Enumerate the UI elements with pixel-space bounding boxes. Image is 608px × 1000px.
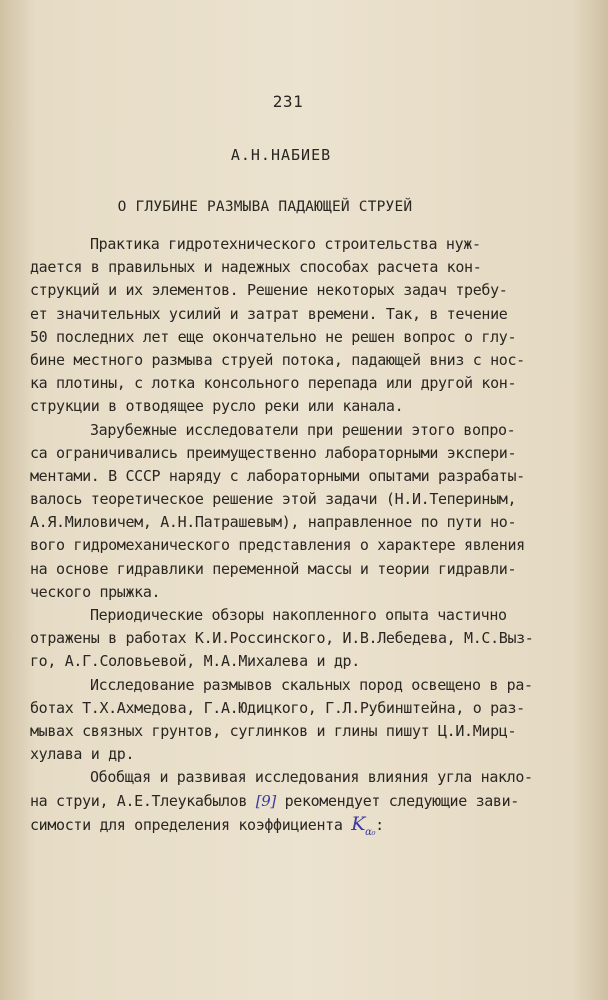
text-line: ческого прыжка.	[30, 582, 161, 601]
text-line: Обобщая и развивая исследования влияния угла накло-	[90, 768, 533, 787]
text-line: валось теоретическое решение этой задачи (Н.И.Тепериным,	[30, 490, 517, 509]
text-line: Зарубежные исследователи при решении этого вопро-	[90, 420, 516, 439]
text-lines	[30, 233, 575, 790]
text-line: хулава и др.	[30, 745, 135, 764]
article-title: О ГЛУБИНЕ РАЗМЫВА ПАДАЮЩЕЙ СТРУЕЙ	[117, 199, 413, 215]
text-line: дается в правильных и надежных способах расчета кон-	[30, 258, 482, 277]
text-line-with-reference	[30, 790, 575, 813]
text-line: бине местного размыва струей потока, падающей вниз с нос-	[30, 350, 525, 369]
text-line: струкций и их элементов. Решение некоторых задач требу-	[30, 281, 508, 300]
text-line: 50 последних лет еще окончательно не решен вопрос о глу-	[30, 327, 517, 346]
text-line: Практика гидротехнического строительства нуж-	[90, 235, 481, 253]
text-line: го, А.Г.Соловьевой, М.А.Михалева и др.	[30, 652, 360, 671]
text-line: ментами. В СССР наряду с лабораторными опытами разрабаты-	[30, 466, 525, 485]
text-line: отражены в работах К.И.Россинского, И.В.Лебедева, М.С.Выз-	[30, 629, 534, 648]
page-number: 231	[272, 92, 304, 111]
text-line: са ограничивались преимущественно лабораторными экспери-	[30, 443, 517, 462]
coefficient-letter: K	[351, 812, 366, 835]
text-line: мывах связных грунтов, суглинков и глины пишут Ц.И.Мирц-	[30, 721, 517, 740]
text-line: А.Я.Миловичем, А.Н.Патрашевым), направленное по пути но-	[30, 513, 517, 532]
text-line: ет значительных усилий и затрат времени. Так, в течение	[30, 304, 508, 323]
body-text	[30, 233, 575, 836]
ref-line-start: на струи, А.Е.Тлеукабылов	[30, 791, 256, 810]
coefficient-subscript: α₀	[365, 826, 376, 838]
author-name: А.Н.НАБИЕВ	[230, 146, 332, 164]
text-line: ка плотины, с лотка консольного перепада или другой кон-	[30, 374, 517, 393]
text-line: Исследование размывов скальных пород освещено в ра-	[90, 675, 533, 694]
text-line: Периодические обзоры накопленного опыта частично	[90, 606, 507, 624]
formula-line-start: симости для определения коэффициента	[30, 815, 352, 834]
ref-line-end: рекомендует следующие зави-	[275, 791, 519, 810]
formula-line-end: :	[375, 815, 384, 834]
coefficient-symbol	[351, 812, 376, 838]
text-line: на основе гидравлики переменной массы и теории гидравли-	[30, 559, 517, 578]
text-line: вого гидромеханического представления о характере явления	[30, 536, 525, 555]
text-line-with-formula	[30, 813, 575, 836]
text-line: струкции в отводящее русло реки или канала.	[30, 397, 404, 416]
text-line: ботах Т.Х.Ахмедова, Г.А.Юдицкого, Г.Л.Рубинштейна, о раз-	[30, 698, 525, 717]
citation-reference: [9]	[255, 791, 276, 810]
